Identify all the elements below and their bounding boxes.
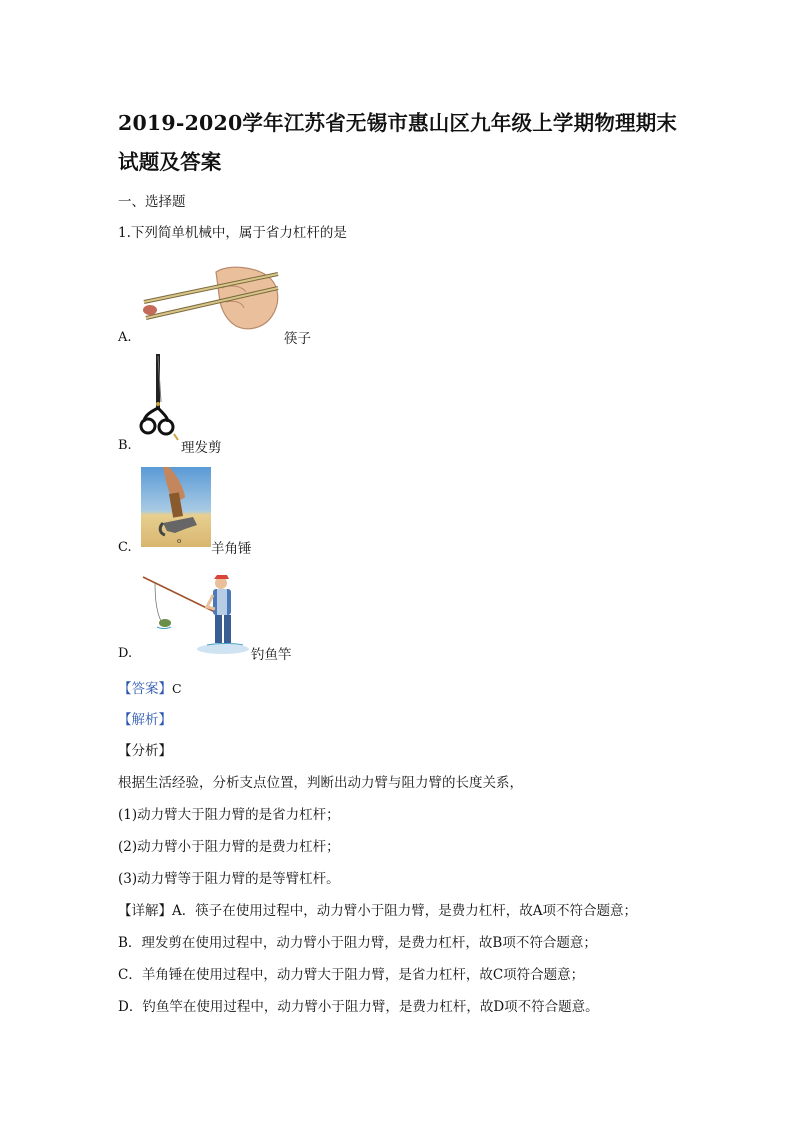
rule-2: (2)动力臂小于阻力臂的是费力杠杆； — [118, 839, 340, 855]
detail-line-d: D．钓鱼竿在使用过程中，动力臂小于阻力臂，是费力杠杆，故D项不符合题意。 — [118, 999, 599, 1015]
section-heading: 一、选择题 — [118, 194, 186, 210]
detail-line-a — [118, 899, 637, 919]
detail-line-c: C．羊角锤在使用过程中，动力臂大于阻力臂，是省力杠杆，故C项符合题意； — [118, 967, 585, 983]
claw-hammer-image — [141, 467, 211, 547]
title-line-1: 2019-2020学年江苏省无锡市惠山区九年级上学期物理期末 — [118, 111, 678, 135]
svg-text:o: o — [177, 537, 182, 545]
jiexi-tag: 【解析】 — [118, 712, 172, 728]
question-text: 1.下列简单机械中，属于省力杠杆的是 — [118, 225, 347, 241]
answer-line — [118, 677, 182, 697]
analysis-text: 根据生活经验，分析支点位置，判断出动力臂与阻力臂的长度关系， — [118, 775, 523, 791]
detail-line-b: B．理发剪在使用过程中，动力臂小于阻力臂，是费力杠杆，故B项不符合题意； — [118, 935, 597, 951]
fenxi-tag: 【分析】 — [118, 743, 172, 759]
option-d-label: 钓鱼竿 — [251, 647, 292, 663]
answer-value: C — [172, 681, 182, 696]
title-line-2: 试题及答案 — [118, 150, 222, 174]
fishing-rod-image — [141, 571, 251, 657]
rule-3: (3)动力臂等于阻力臂的是等臂杠杆。 — [118, 871, 340, 887]
chopsticks-hand-image — [138, 262, 286, 334]
option-a-letter: A. — [118, 330, 132, 345]
option-d-letter: D. — [118, 646, 133, 661]
option-a-label: 筷子 — [284, 331, 311, 347]
rule-1: (1)动力臂大于阻力臂的是省力杠杆； — [118, 807, 340, 823]
option-b-label: 理发剪 — [181, 440, 222, 456]
option-b-letter: B. — [118, 438, 132, 453]
option-c-letter: C. — [118, 540, 132, 555]
option-c-label: 羊角锤 — [211, 541, 252, 557]
detail-a: A．筷子在使用过程中，动力臂小于阻力臂，是费力杠杆，故A项不符合题意； — [172, 903, 637, 919]
answer-tag: 【答案】 — [118, 681, 172, 697]
hair-scissors-image — [138, 352, 182, 444]
detail-tag: 【详解】 — [118, 903, 172, 919]
